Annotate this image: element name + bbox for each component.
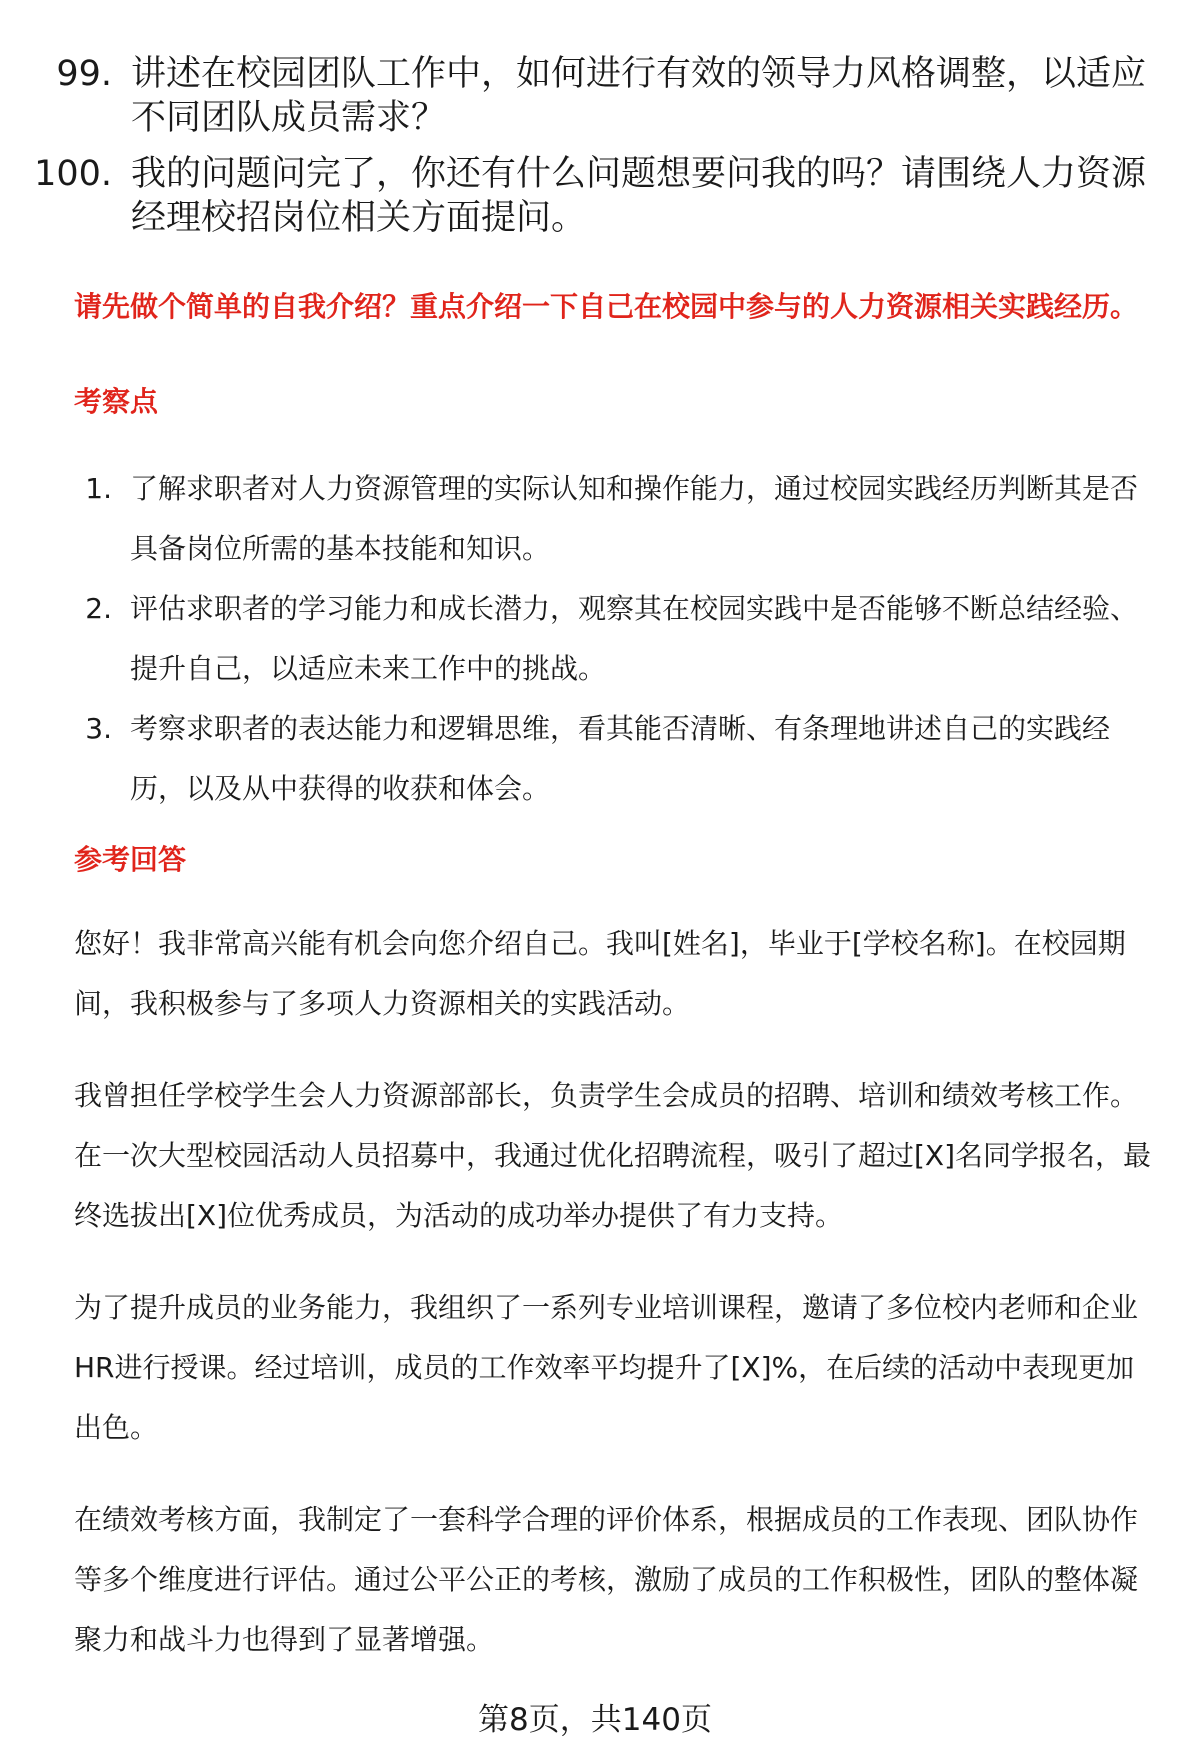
- question-text: 我的问题问完了，你还有什么问题想要问我的吗？请围绕人力资源经理校招岗位相关方面提问。: [131, 154, 1147, 238]
- point-number: 3.: [85, 712, 112, 745]
- answer-paragraph: 为了提升成员的业务能力，我组织了一系列专业培训课程，邀请了多位校内老师和企业HR进行授课。经过培训，成员的工作效率平均提升了[X]%，在后续的活动中表现更加出色。: [74, 1291, 1139, 1444]
- list-item: [0, 579, 1190, 699]
- section-heading-evaluation-points: 考察点: [74, 385, 159, 418]
- question-item: [0, 52, 1190, 140]
- question-text: 讲述在校园团队工作中，如何进行有效的领导力风格调整，以适应不同团队成员需求？: [131, 54, 1147, 138]
- section-heading-reference-answer: 参考回答: [74, 843, 187, 876]
- answer-paragraph: 您好！我非常高兴能有机会向您介绍自己。我叫[姓名]，毕业于[学校名称]。在校园期间，我积极参与了多项人力资源相关的实践活动。: [74, 927, 1126, 1020]
- list-item: [0, 459, 1190, 579]
- answer-paragraph: 我曾担任学校学生会人力资源部部长，负责学生会成员的招聘、培训和绩效考核工作。在一次大型校园活动人员招募中，我通过优化招聘流程，吸引了超过[X]名同学报名，最终选拔出[X]位优秀成员，为活动的成功举办提供了有力支持。: [74, 1079, 1152, 1232]
- point-text: 评估求职者的学习能力和成长潜力，观察其在校园实践中是否能够不断总结经验、提升自己，以适应未来工作中的挑战。: [130, 592, 1139, 685]
- point-text: 考察求职者的表达能力和逻辑思维，看其能否清晰、有条理地讲述自己的实践经历，以及从中获得的收获和体会。: [130, 712, 1111, 805]
- reference-answer: [74, 914, 1160, 1702]
- evaluation-points-list: [0, 459, 1190, 819]
- point-number: 1.: [85, 472, 112, 505]
- question-list: [0, 52, 1190, 252]
- page-footer: 第8页，共140页: [478, 1702, 712, 1738]
- question-number: 100.: [34, 154, 112, 194]
- point-number: 2.: [85, 592, 112, 625]
- list-item: [0, 699, 1190, 819]
- answer-paragraph: 在绩效考核方面，我制定了一套科学合理的评价体系，根据成员的工作表现、团队协作等多个维度进行评估。通过公平公正的考核，激励了成员的工作积极性，团队的整体凝聚力和战斗力也得到了显著增强。: [74, 1503, 1139, 1656]
- main-question-heading: 请先做个简单的自我介绍？重点介绍一下自己在校园中参与的人力资源相关实践经历。: [74, 290, 1139, 323]
- question-item: [0, 152, 1190, 240]
- point-text: 了解求职者对人力资源管理的实际认知和操作能力，通过校园实践经历判断其是否具备岗位所需的基本技能和知识。: [130, 472, 1139, 565]
- question-number: 99.: [56, 54, 112, 94]
